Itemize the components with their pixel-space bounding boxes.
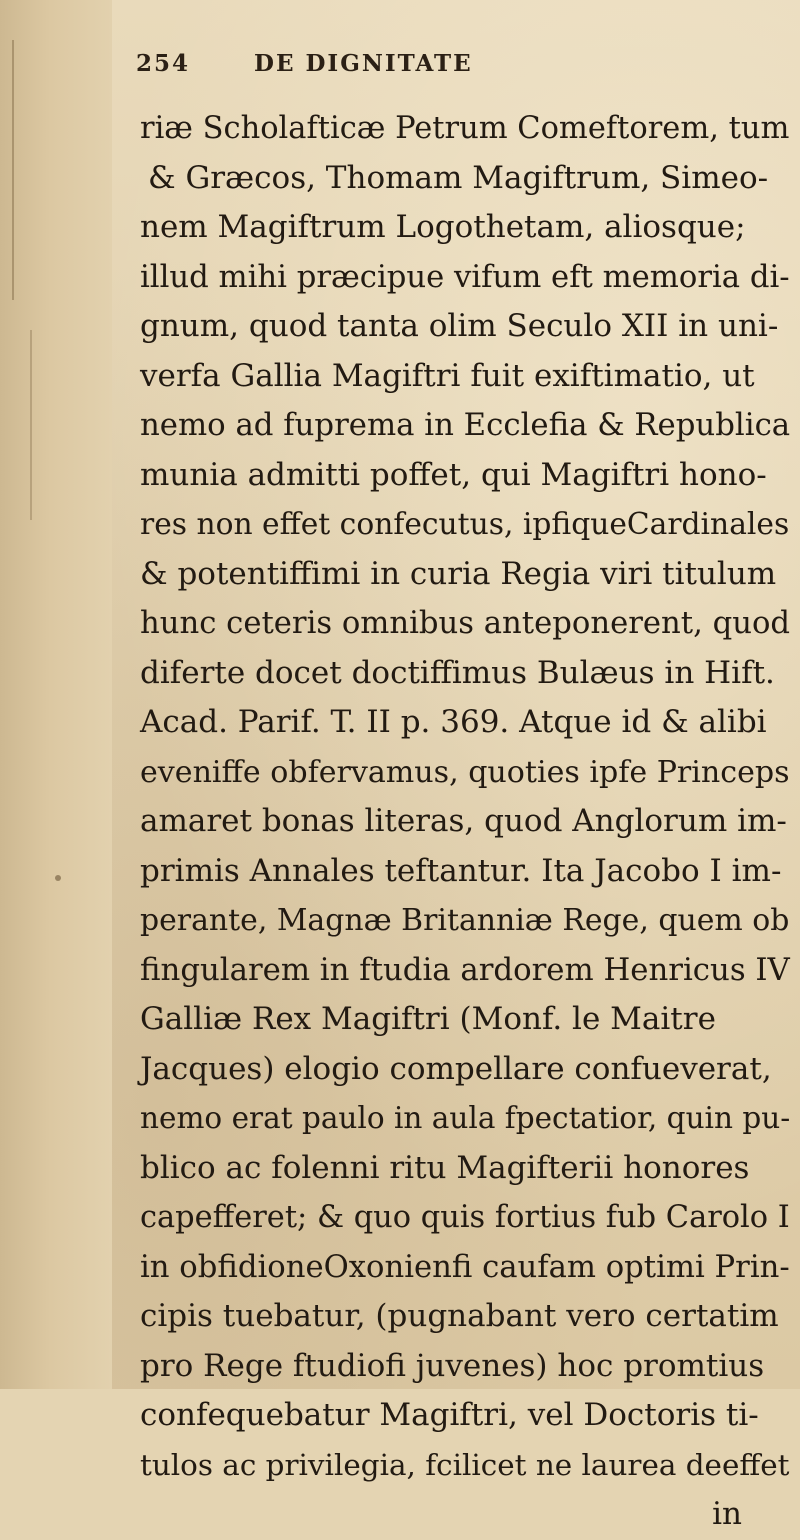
text-line: primis Annales teftantur. Ita Jacobo I im- (140, 852, 782, 889)
page-number: 254 (136, 50, 191, 77)
text-line: riæ Scholafticæ Petrum Comeftorem, tum (140, 111, 790, 146)
text-line: cipis tuebatur, (pugnabant vero certatim (140, 1298, 779, 1334)
text-line: Acad. Parif. T. II p. 369. Atque id & alibi (140, 704, 767, 740)
margin-mark (12, 40, 14, 300)
text-line: tulos ac privilegia, fcilicet ne laurea deeffet (140, 1447, 790, 1482)
text-line: gnum, quod tanta olim Seculo XII in uni- (140, 308, 779, 344)
text-line: amaret bonas literas, quod Anglorum im- (140, 803, 787, 839)
text-line: in obfidioneOxonienfi caufam optimi Prin- (140, 1249, 790, 1285)
text-line: confequebatur Magiftri, vel Doctoris ti- (140, 1397, 759, 1433)
text-line: & Græcos, Thomam Magiftrum, Simeo- (148, 159, 769, 196)
text-line: res non effet confecutus, ipfiqueCardinales (140, 507, 790, 542)
body-text (140, 104, 790, 1540)
text-line: nem Magiftrum Logothetam, aliosque; (140, 209, 746, 245)
text-line: nemo erat paulo in aula fpectatior, quin pu- (140, 1101, 791, 1135)
text-line: blico ac folenni ritu Magifterii honores (140, 1149, 750, 1186)
text-line: Galliæ Rex Magiftri (Monf. le Maitre (140, 1001, 716, 1037)
text-line: nemo ad fuprema in Ecclefia & Republica (140, 407, 791, 443)
text-line: munia admitti poffet, qui Magiftri hono- (140, 456, 767, 493)
text-line: fingularem in ftudia ardorem Henricus IV (140, 951, 790, 988)
page-header (136, 50, 473, 90)
text-line: illud mihi præcipue vifum eft memoria di- (140, 259, 790, 295)
text-line: & potentiffimi in curia Regia viri titulum (140, 555, 777, 592)
margin-dot (55, 875, 61, 881)
text-line: Jacques) elogio compellare confueverat, (140, 1050, 772, 1087)
text-line: pro Rege ftudiofi juvenes) hoc promtius (140, 1347, 765, 1384)
text-line: eveniffe obfervamus, quoties ipfe Princeps (140, 754, 790, 790)
running-head: DE DIGNITATE (254, 50, 473, 77)
text-line: diferte docet doctiffimus Bulæus in Hift. (140, 654, 775, 691)
left-margin-shadow (0, 0, 112, 1389)
text-line: hunc ceteris omnibus anteponerent, quod (140, 606, 791, 641)
text-line: capefferet; & quo quis fortius fub Carolo I (140, 1200, 790, 1235)
catchword: in (712, 1496, 742, 1532)
text-line: verfa Gallia Magiftri fuit exiftimatio, ut (140, 357, 755, 394)
text-line: perante, Magnæ Britanniæ Rege, quem ob (140, 903, 790, 938)
margin-mark (30, 330, 32, 520)
